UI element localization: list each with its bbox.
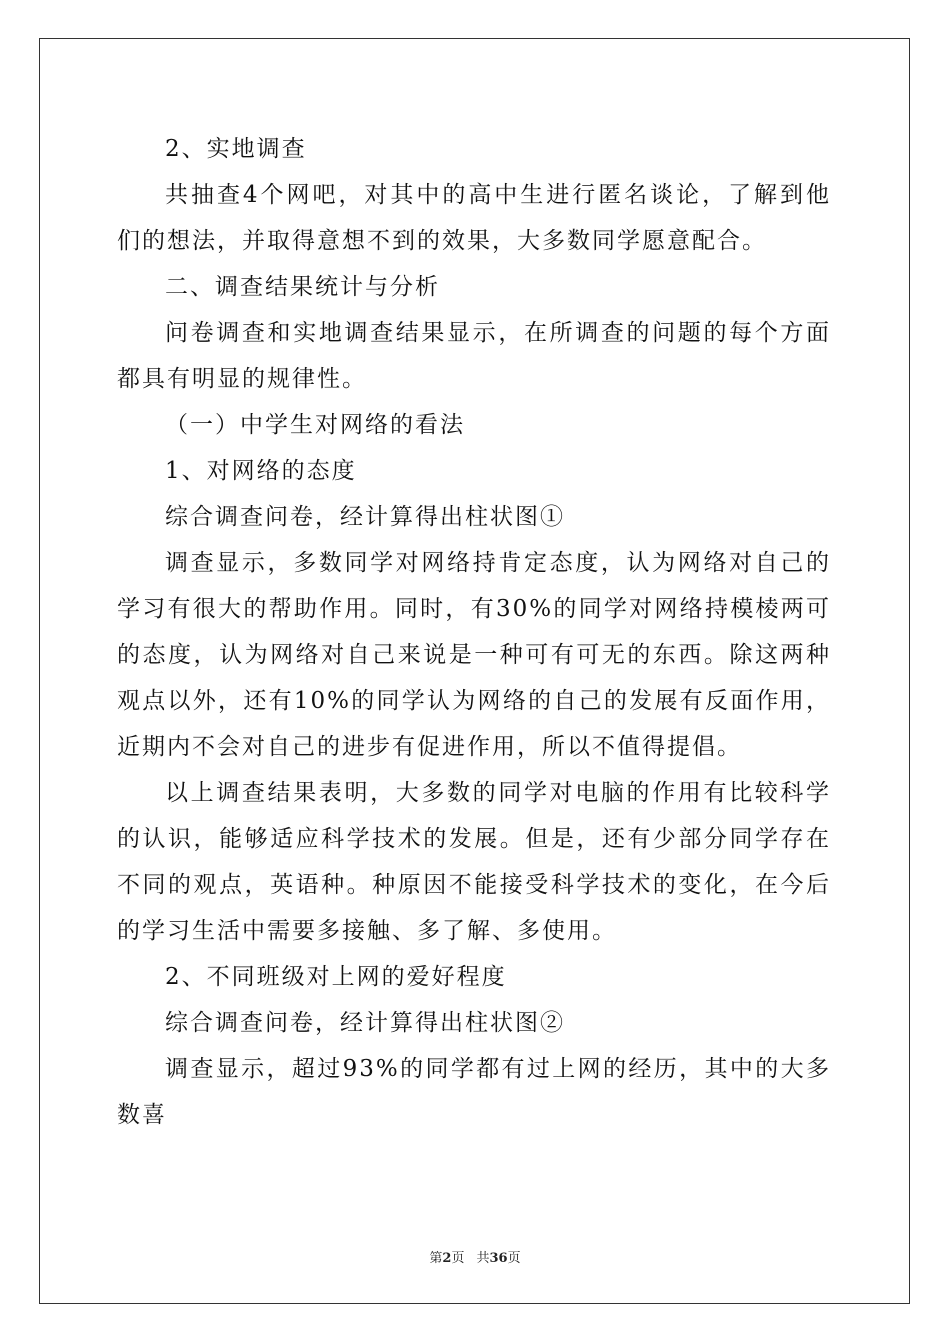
- paragraph: 2、不同班级对上网的爱好程度: [165, 964, 507, 990]
- paragraph: 调查显示，多数同学对网络持肯定态度，认为网络对自己的学习有很大的帮助作用。同时，有30%的同学对网络持模棱两可的态度，认为网络对自己来说是一种可有可无的东西。除这两种观点以外，还有10%的同学认为网络的自己的发展有反面作用，近期内不会对自己的进步有促进作用，所以不值得提倡。: [117, 550, 831, 760]
- paragraph: 问卷调查和实地调查结果显示，在所调查的问题的每个方面都具有明显的规律性。: [117, 320, 831, 392]
- footer-page-suffix: 页: [451, 1251, 465, 1266]
- footer-page-prefix: 第: [429, 1251, 443, 1266]
- footer-total-prefix: 共: [476, 1251, 490, 1266]
- paragraph: 综合调查问卷，经计算得出柱状图①: [165, 504, 565, 530]
- section-heading: 二、调查结果统计与分析: [165, 274, 440, 300]
- paragraph: 综合调查问卷，经计算得出柱状图②: [165, 1010, 565, 1036]
- footer-page-number: 2: [442, 1251, 452, 1266]
- paragraph: 共抽查4个网吧，对其中的高中生进行匿名谈论，了解到他们的想法，并取得意想不到的效果，大多数同学愿意配合。: [117, 182, 831, 254]
- footer-total-suffix: 页: [507, 1251, 521, 1266]
- paragraph: 调查显示，超过93%的同学都有过上网的经历，其中的大多数喜: [117, 1056, 831, 1128]
- paragraph: 1、对网络的态度: [165, 458, 357, 484]
- document-body: [117, 126, 831, 1138]
- paragraph: 2、实地调查: [165, 136, 307, 162]
- footer-total-number: 36: [489, 1251, 508, 1266]
- page-footer: [0, 1247, 950, 1266]
- subsection-heading: （一）中学生对网络的看法: [165, 412, 465, 438]
- paragraph: 以上调查结果表明，大多数的同学对电脑的作用有比较科学的认识，能够适应科学技术的发展。但是，还有少部分同学存在不同的观点，英语种。种原因不能接受科学技术的变化，在今后的学习生活中需要多接触、多了解、多使用。: [117, 780, 831, 944]
